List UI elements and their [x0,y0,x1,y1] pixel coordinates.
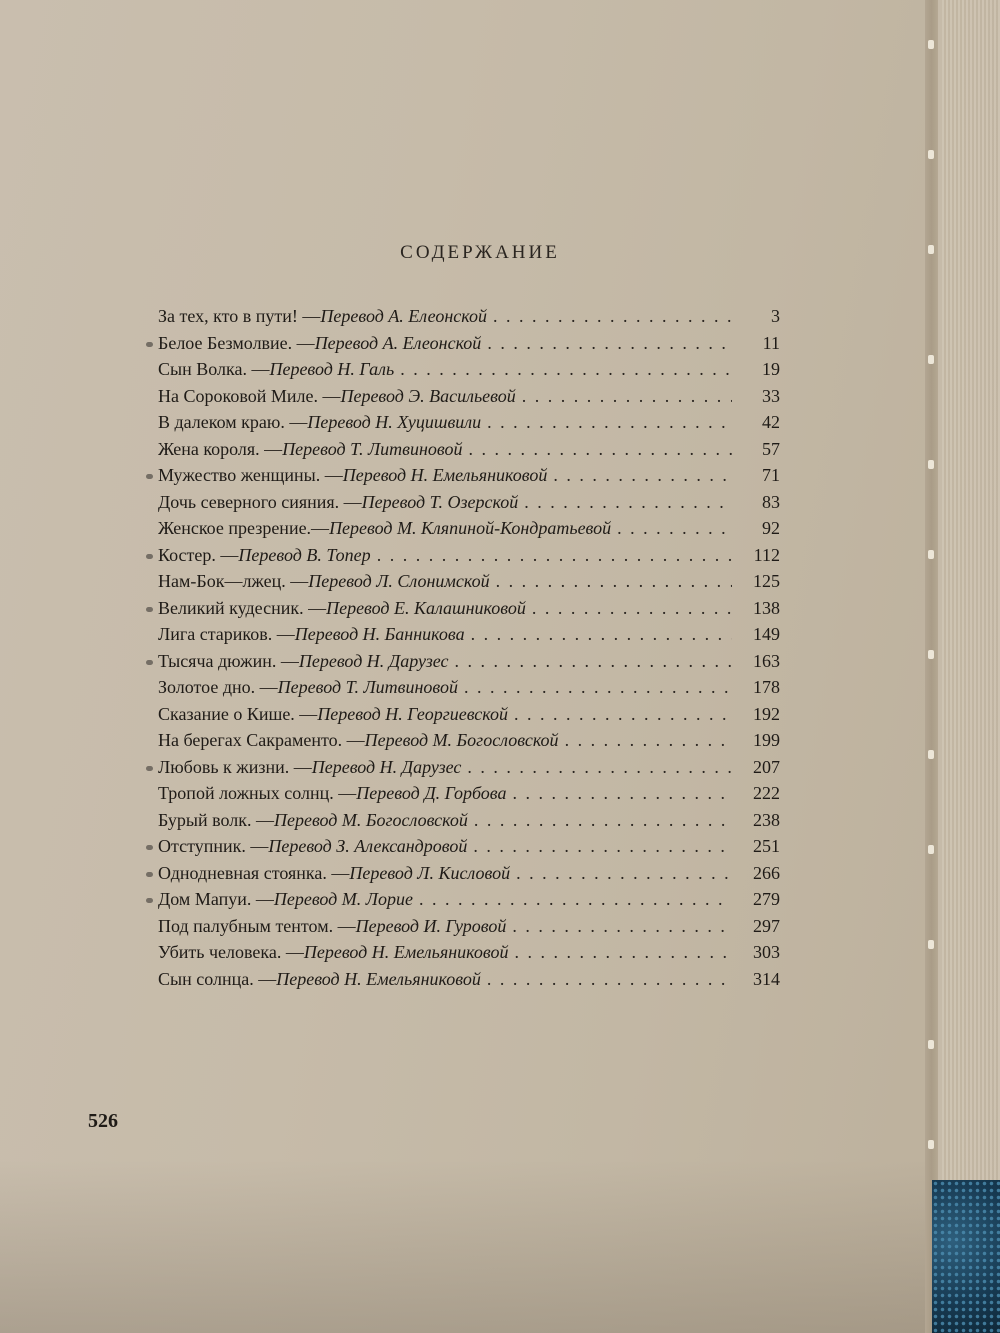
translator: Перевод А. Елеонской [320,306,488,326]
story-title: Жена короля. — [158,438,283,459]
toc-page-number: 297 [753,915,780,936]
pencil-mark-icon [146,766,153,771]
table-of-contents [158,306,780,995]
dot-leader [394,359,732,380]
dot-leader [490,571,732,592]
translator: Перевод Т. Озерской [361,491,519,512]
story-title: Женское презрение.— [158,518,330,538]
stitch [928,460,934,469]
translator: Перевод Н. Галь [269,359,395,379]
toc-entry [158,439,780,466]
toc-entry [158,863,780,890]
dot-leader [508,704,732,725]
translator: Перевод Н. Хуцишвили [307,412,482,432]
stitch [928,650,934,659]
page-edges [942,0,1000,1180]
dot-leader [481,333,732,354]
book-gutter [925,0,938,1333]
dot-leader [506,916,732,937]
toc-page-number: 112 [753,544,780,565]
toc-entry [158,730,780,757]
translator: Перевод Т. Литвиновой [277,677,458,697]
pencil-mark-icon [146,342,153,347]
translator: Перевод Н. Банникова [294,624,465,644]
toc-entry [158,545,780,572]
story-title: В далеком краю. — [158,412,308,432]
translator: Перевод Н. Дарузес [298,650,449,671]
contents-heading: СОДЕРЖАНИЕ [400,242,560,263]
story-title: Сын Волка. — [158,359,270,379]
toc-entry [158,465,780,492]
toc-page-number: 125 [753,571,780,591]
story-title: Убить человека. — [158,942,304,962]
toc-page-number: 199 [753,730,780,750]
story-title: На берегах Сакраменто. — [158,730,365,750]
story-title: Тропой ложных солнц. — [158,783,357,803]
dot-leader [611,518,732,539]
stitch [928,750,934,759]
story-title: Золотое дно. — [158,677,278,697]
toc-entry [158,889,780,916]
toc-page-number: 83 [762,491,780,512]
translator: Перевод Д. Горбова [356,783,507,803]
dot-leader [461,757,732,778]
stitch [928,355,934,364]
dot-leader [465,624,732,645]
toc-entry [158,359,780,386]
toc-page-number: 238 [753,809,780,830]
toc-entry [158,492,780,519]
pencil-mark-icon [146,845,153,850]
toc-page-number: 11 [762,332,780,353]
toc-page-number: 279 [753,889,780,909]
translator: Перевод А. Елеонской [314,332,482,353]
story-title: Великий кудесник. — [158,597,327,618]
stitch [928,845,934,854]
toc-page-number: 207 [753,756,780,777]
toc-entry [158,677,780,704]
toc-page-number: 192 [753,703,780,724]
translator: Перевод З. Александровой [268,836,468,856]
dot-leader [458,677,732,698]
toc-page-number: 57 [762,438,780,459]
toc-page-number: 149 [753,624,780,644]
story-title: Сказание о Кише. — [158,703,318,724]
toc-page-number: 251 [753,836,780,856]
translator: Перевод Э. Васильевой [340,385,516,406]
toc-entry [158,969,780,996]
toc-entry [158,651,780,678]
toc-entry [158,783,780,810]
toc-page-number: 163 [753,650,780,671]
story-title: Бурый волк. — [158,809,274,830]
dot-leader [526,598,732,619]
story-title: Нам-Бок—лжец. — [158,571,309,591]
toc-entry [158,624,780,651]
dot-leader [516,386,732,407]
page-number: 526 [88,1110,118,1132]
dot-leader [481,412,732,433]
pencil-mark-icon [146,554,153,559]
toc-entry [158,704,780,731]
toc-entry [158,810,780,837]
stitch [928,1140,934,1149]
story-title: За тех, кто в пути! — [158,306,321,326]
translator: Перевод Н. Емельяниковой [303,942,509,962]
story-title: На Сороковой Миле. — [158,385,341,406]
story-title: Дом Мапуи. — [158,889,274,909]
story-title: Тысяча дюжин. — [158,650,299,671]
toc-page-number: 42 [762,412,780,432]
dot-leader [449,651,732,672]
toc-entry [158,412,780,439]
toc-entry [158,916,780,943]
pencil-mark-icon [146,660,153,665]
story-title: Отступник. — [158,836,269,856]
dot-leader [506,783,732,804]
dot-leader [508,942,732,963]
story-title: Под палубным тентом. — [158,915,356,936]
pencil-mark-icon [146,607,153,612]
toc-entry [158,518,780,545]
dot-leader [487,306,732,327]
toc-page-number: 222 [753,783,780,803]
toc-page-number: 138 [753,597,780,618]
stitch [928,1040,934,1049]
dot-leader [510,863,732,884]
toc-page-number: 33 [762,385,780,406]
story-title: Белое Безмолвие. — [158,332,315,353]
cover-texture [932,1180,1000,1333]
toc-page-number: 178 [753,677,780,697]
translator: Перевод М. Богословской [273,809,468,830]
story-title: Сын солнца. — [158,968,277,989]
toc-page-number: 303 [753,942,780,962]
story-title: Любовь к жизни. — [158,756,312,777]
dot-leader [468,810,732,831]
stitch [928,940,934,949]
toc-page-number: 314 [753,968,780,989]
translator: Перевод Л. Кисловой [349,862,511,883]
dot-leader [518,492,732,513]
pencil-mark-icon [146,872,153,877]
toc-entry [158,386,780,413]
toc-entry [158,836,780,863]
dot-leader [371,545,732,566]
translator: Перевод Н. Емельяниковой [342,465,548,485]
translator: Перевод Н. Дарузес [311,756,462,777]
translator: Перевод Т. Литвиновой [282,438,463,459]
story-title: Однодневная стоянка. — [158,862,350,883]
stitch [928,550,934,559]
toc-page-number: 92 [762,518,780,538]
story-title: Лига стариков. — [158,624,295,644]
dot-leader [467,836,732,857]
toc-page-number: 266 [753,862,780,883]
toc-entry [158,333,780,360]
dot-leader [559,730,732,751]
stitch [928,150,934,159]
toc-entry [158,757,780,784]
toc-entry [158,571,780,598]
toc-page-number: 71 [762,465,780,485]
story-title: Костер. — [158,544,239,565]
story-title: Дочь северного сияния. — [158,491,362,512]
story-title: Мужество женщины. — [158,465,343,485]
page-shadow [0,1160,925,1333]
toc-entry [158,598,780,625]
translator: Перевод В. Топер [238,544,371,565]
toc-entry [158,306,780,333]
translator: Перевод М. Богословской [364,730,559,750]
dot-leader [413,889,732,910]
translator: Перевод М. Лорие [273,889,413,909]
translator: Перевод Н. Георгиевской [317,703,508,724]
toc-page-number: 3 [771,306,780,326]
toc-entry [158,942,780,969]
translator: Перевод М. Кляпиной-Кондратьевой [329,518,612,538]
toc-page-number: 19 [762,359,780,379]
dot-leader [463,439,733,460]
translator: Перевод Е. Калашниковой [326,597,526,618]
dot-leader [481,969,732,990]
dot-leader [547,465,732,486]
pencil-mark-icon [146,474,153,479]
pencil-mark-icon [146,898,153,903]
stitch [928,245,934,254]
stitch [928,40,934,49]
translator: Перевод Л. Слонимской [308,571,490,591]
translator: Перевод И. Гуровой [355,915,507,936]
translator: Перевод Н. Емельяниковой [276,968,481,989]
